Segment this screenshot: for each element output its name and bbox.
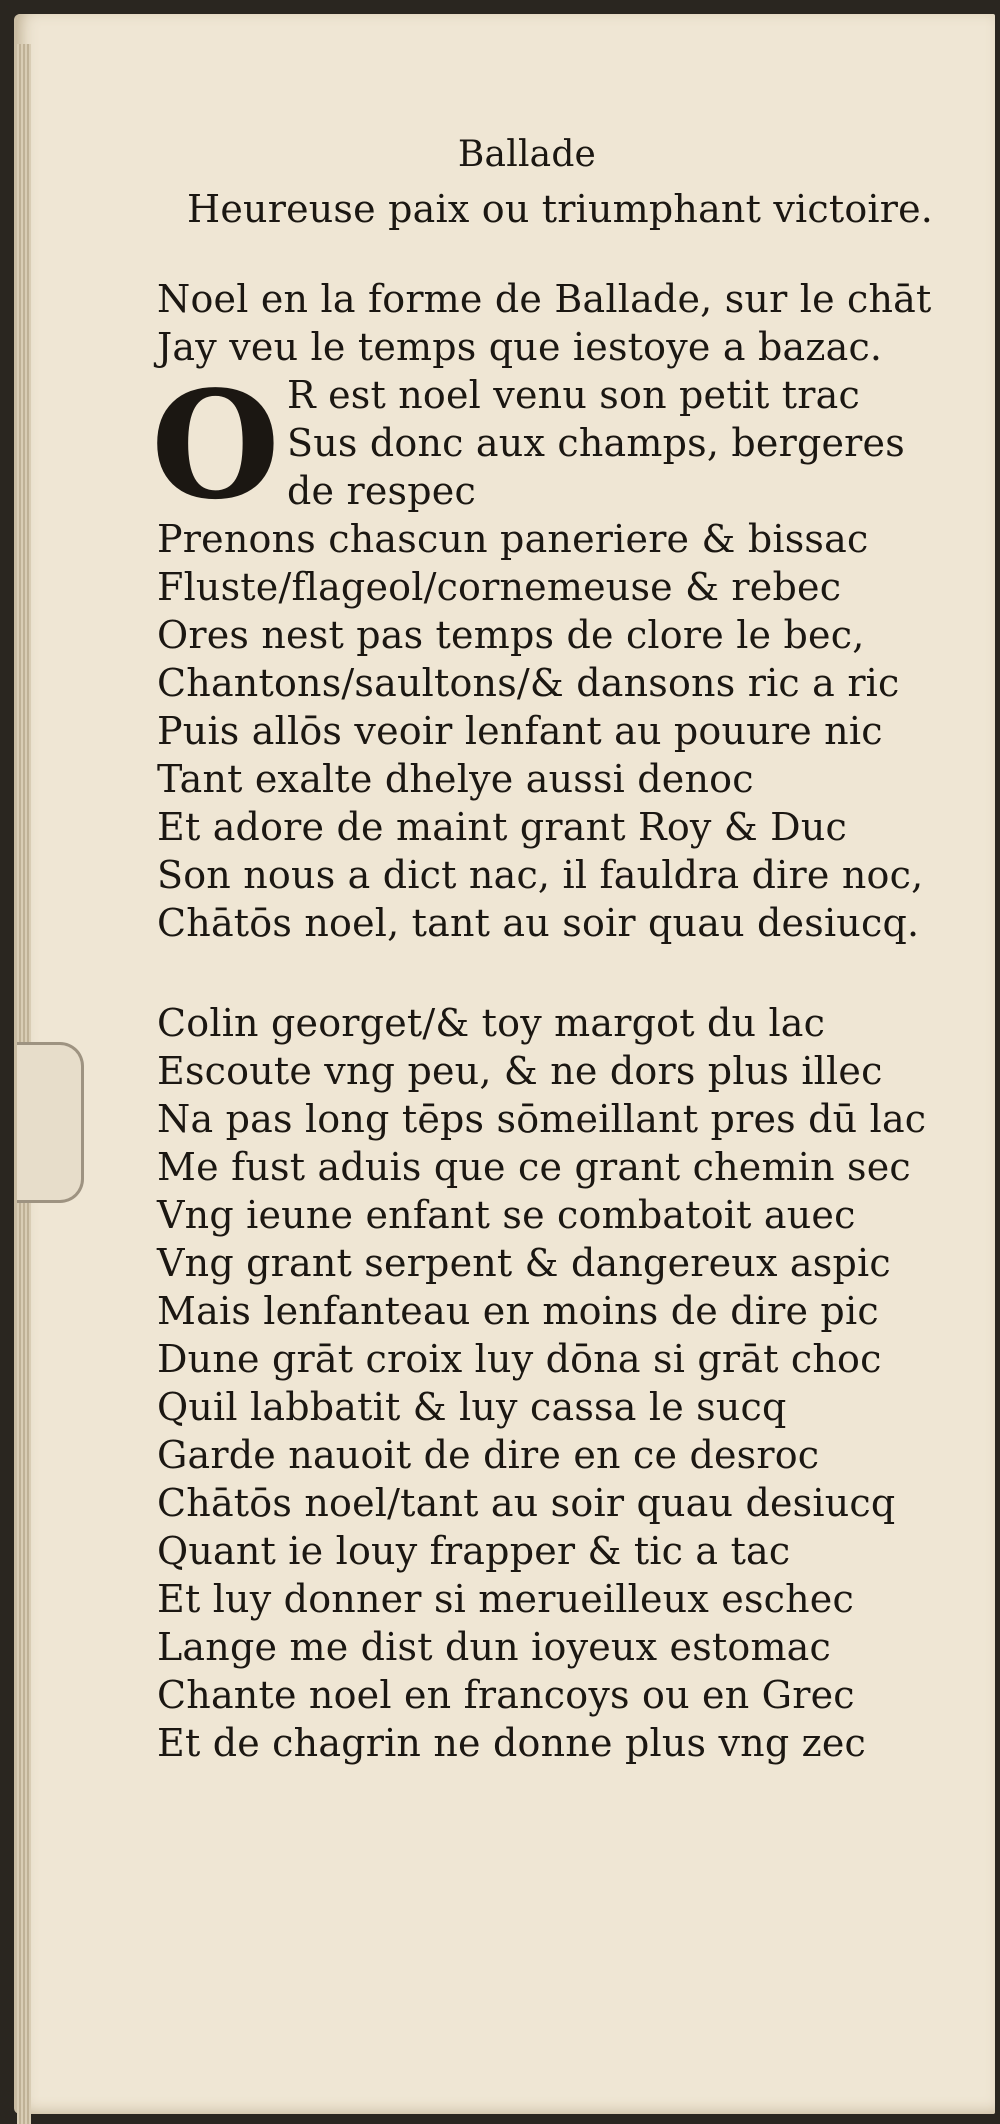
verse-line: de respec [287, 469, 476, 513]
verse-line: Et luy donner si merueilleux eschec [157, 1577, 854, 1621]
ballade-text [151, 134, 934, 1767]
verse-line: Tant exalte dhelye aussi denoc [157, 757, 754, 801]
verse-line: Son nous a dict nac, il fauldra dire noc, [157, 853, 924, 897]
verse-line: Na pas long tēps sōmeillant pres dū lac [157, 1097, 927, 1141]
book-page [14, 14, 995, 2114]
stanza-2 [157, 999, 927, 1767]
intro-line: Jay veu le temps que iestoye a bazac. [157, 325, 883, 369]
book-clasp [17, 1042, 84, 1203]
verse-line: Et adore de maint grant Roy & Duc [157, 805, 847, 849]
intro-line: Noel en la forme de Ballade, sur le chāt [157, 277, 932, 321]
verse-line: Vng ieune enfant se combatoit auec [157, 1193, 856, 1237]
verse-line: Chantons/saultons/& dansons ric a ric [157, 661, 900, 705]
verse-line: Mais lenfanteau en moins de dire pic [157, 1289, 879, 1333]
verse-line: Garde nauoit de dire en ce desroc [157, 1433, 820, 1477]
verse-line: Chātōs noel, tant au soir quau desiucq. [157, 901, 920, 945]
page-title: Ballade [457, 134, 597, 175]
stanza-1 [151, 358, 924, 947]
verse-line: Escoute vng peu, & ne dors plus illec [157, 1049, 883, 1093]
verse-line: Fluste/flageol/cornemeuse & rebec [157, 565, 842, 609]
drop-cap: O [151, 358, 281, 532]
verse-line: Me fust aduis que ce grant chemin sec [157, 1145, 911, 1189]
verse-line: Sus donc aux champs, bergeres [287, 421, 905, 465]
subtitle: Heureuse paix ou triumphant victoire. [187, 187, 934, 231]
verse-line: Colin georget/& toy margot du lac [157, 1001, 826, 1045]
verse-line: Chante noel en francoys ou en Grec [157, 1673, 855, 1717]
verse-line: Lange me dist dun ioyeux estomac [157, 1625, 832, 1669]
verse-line: Chātōs noel/tant au soir quau desiucq [157, 1481, 896, 1525]
verse-line: Vng grant serpent & dangereux aspic [157, 1241, 891, 1285]
verse-line: Ores nest pas temps de clore le bec, [157, 613, 865, 657]
verse-line: Prenons chascun paneriere & bissac [157, 517, 869, 561]
verse-line: R est noel venu son petit trac [287, 373, 860, 417]
verse-line: Quant ie louy frapper & tic a tac [157, 1529, 791, 1573]
verse-line: Dune grāt croix luy dōna si grāt choc [157, 1337, 882, 1381]
verse-line: Et de chagrin ne donne plus vng zec [157, 1721, 867, 1765]
verse-line: Puis allōs veoir lenfant au pouure nic [157, 709, 883, 753]
verse-line: Quil labbatit & luy cassa le sucq [157, 1385, 787, 1429]
